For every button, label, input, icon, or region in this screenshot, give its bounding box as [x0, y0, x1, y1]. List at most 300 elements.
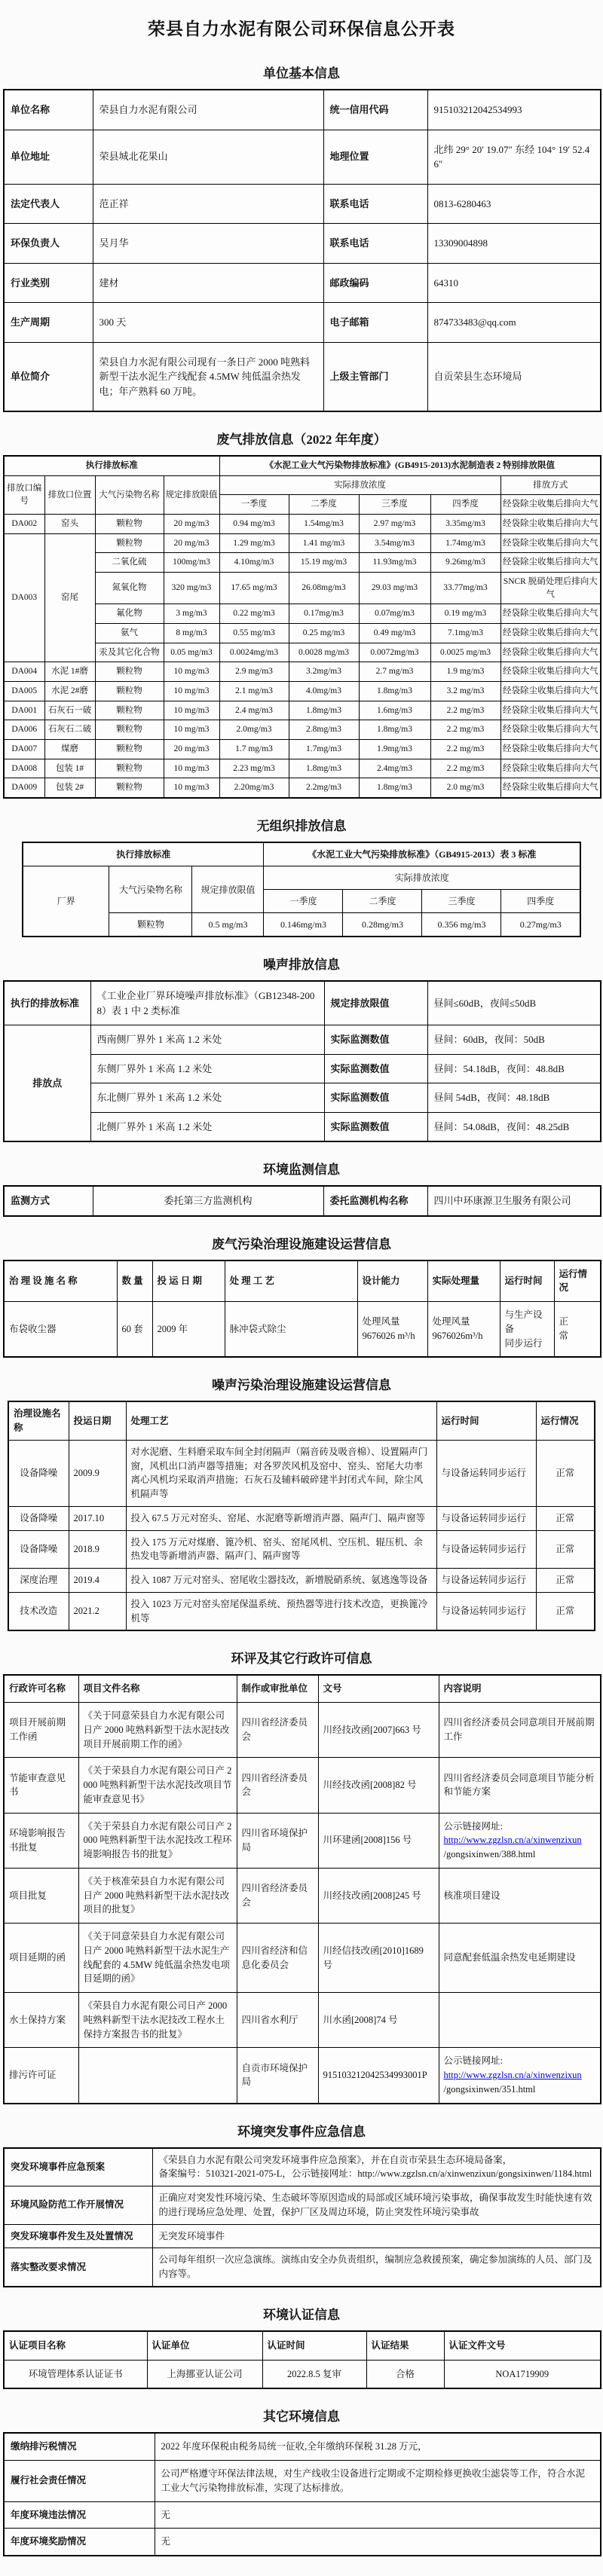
value-cell: 33.77mg/m3: [430, 573, 500, 604]
value-cell: 经袋除尘收集后排向大气: [500, 495, 601, 515]
value-cell: 昼间：54.08dB，夜间：48.25dB: [427, 1112, 601, 1141]
value-cell: 四川省环境保护局: [237, 1813, 318, 1868]
value-cell: 经袋除尘收集后排向大气: [500, 624, 601, 643]
value-cell: 64310: [427, 263, 601, 303]
value-cell: 8 mg/m3: [164, 624, 219, 643]
value-cell: 26.08mg/m3: [289, 573, 359, 604]
value-cell: 《荣县自力水泥有限公司日产 2000 吨熟料新型干法水泥技改工程水土保持方案报告书的批复》: [78, 1993, 237, 2048]
value-cell: 2.97 mg/m3: [359, 515, 430, 534]
value-cell: 20 mg/m3: [164, 533, 219, 553]
value-cell: 荣县自力水泥有限公司现有一条日产 2000 吨熟料新型干法水泥生产线配套 4.5MW 纯低温余热发电；年产熟料 60 万吨。: [93, 342, 323, 411]
value-cell: 颗粒物: [95, 533, 164, 553]
value-cell: 汞及其它化合物: [95, 643, 164, 662]
value-cell: 自贡荣县生态环境局: [427, 342, 601, 411]
value-cell: 川经信技改函[2010]1689 号: [318, 1924, 439, 1993]
label-cell: 项目文件名称: [78, 1675, 237, 1702]
public-link-url[interactable]: http://www.zgzlsn.cn/a/xinwenzixun: [443, 2070, 582, 2081]
value-cell: 三季度: [422, 890, 501, 913]
value-cell: 大气污染物名称: [109, 866, 192, 913]
label-cell: 执行排放标准: [23, 842, 264, 866]
value-cell: DA001: [4, 701, 44, 720]
label-cell: 生产周期: [4, 303, 93, 343]
table-row: [4, 1703, 601, 1758]
value-cell: 颗粒物: [95, 720, 164, 740]
value-cell: 环境管理体系认证证书: [4, 2360, 147, 2388]
value-cell: 15.19 mg/m3: [289, 553, 359, 573]
value-cell: 《关于荣县自力水泥有限公司日产 2000 吨熟料新型干法水泥技改项目节能审查意见书》: [78, 1758, 237, 1813]
label-cell: 实际监测数值: [324, 1025, 427, 1055]
value-cell: 投入 175 万元对煤磨、篦冷机、窑头、窑尾风机、空压机、辊压机、余热发电等新增消声器、隔声门、隔声窗等: [126, 1530, 436, 1569]
value-cell: 《关于荣县自力水泥有限公司日产 2000 吨熟料新型干法水泥技改工程环境影响报告书的批复》: [78, 1813, 237, 1868]
certification-table: [3, 2330, 601, 2390]
label-cell: 投运日期: [69, 1401, 126, 1440]
monitoring-table: [3, 1185, 601, 1217]
value-cell: 四川省经济委员会: [237, 1868, 318, 1923]
value-cell: 经袋除尘收集后排向大气: [500, 643, 601, 662]
label-cell: 环保负责人: [4, 224, 93, 264]
value-cell: 1.8mg/m3: [359, 682, 430, 701]
value-cell: 昼间：60dB，夜间：50dB: [427, 1025, 601, 1055]
value-cell: 1.8mg/m3: [289, 701, 359, 720]
value-cell: 经袋除尘收集后排向大气: [500, 720, 601, 740]
value-cell: 0.146mg/m3: [264, 913, 343, 937]
label-cell: 缴纳排污税情况: [4, 2433, 155, 2460]
value-cell: 水泥 2#磨: [44, 682, 95, 701]
value-cell: 正常: [536, 1569, 595, 1593]
value-cell: 0.0072mg/m3: [359, 643, 430, 662]
value-cell: 经袋除尘收集后排向大气: [500, 778, 601, 798]
value-cell: 公司每年组织一次应急演练。演练由安全办负责组织，编制应急救援预案，确定参加演练的人员、部门及内容等。: [152, 2248, 601, 2287]
table-row: [4, 2360, 601, 2388]
value-cell: 1.7 mg/m3: [219, 740, 289, 759]
value-cell: 3.54mg/m3: [359, 533, 430, 553]
emergency-info-table: [3, 2147, 601, 2287]
value-cell: 厂界: [23, 866, 109, 937]
value-cell: 川经技改函[2007]663 号: [318, 1703, 439, 1758]
table-row: [4, 263, 601, 303]
cell-line: 正: [559, 1316, 569, 1328]
table-row: [4, 2186, 601, 2225]
value-cell: 四川省经济和信息化委员会: [237, 1924, 318, 1993]
cell-line: 常: [559, 1331, 569, 1342]
table-row: [8, 1569, 595, 1593]
value-cell: 0.94 mg/m3: [219, 515, 289, 534]
table-row: [4, 1924, 601, 1993]
value-cell: 0.19 mg/m3: [430, 604, 500, 624]
label-cell: 上级主管部门: [323, 342, 427, 411]
table-row: [4, 1868, 601, 1923]
section-title-permits: 环评及其它行政许可信息: [231, 1652, 372, 1667]
label-cell: 《水泥工业大气污染排放标准》（GB4915-2013）表 3 标准: [264, 842, 580, 866]
value-cell: 2.0 mg/m3: [430, 778, 500, 798]
value-cell: 《关于同意荣县自力水泥有限公司日产 2000 吨熟料新型干法水泥生产线配套的 4.5MW 纯低温余热发电项目延期的函》: [78, 1924, 237, 1993]
label-cell: 数 量: [117, 1260, 152, 1302]
value-cell: 4.10mg/m3: [219, 553, 289, 573]
value-cell: 四季度: [430, 495, 500, 515]
value-cell: 节能审查意见书: [4, 1758, 78, 1813]
value-cell: 脉冲袋式除尘: [225, 1302, 357, 1358]
value-cell: DA007: [4, 740, 44, 759]
value-cell: 2022 年度环保税由税务局统一征收,全年缴纳环保税 31.28 万元，: [155, 2433, 601, 2460]
table-row: [4, 2248, 601, 2287]
value-cell: 29.03 mg/m3: [359, 573, 430, 604]
table-row: [4, 1054, 601, 1083]
value-cell: 10 mg/m3: [164, 662, 219, 682]
value-cell: 正确应对突发性环境污染、生态破坏等原因造成的局部或区域环境污染事故，确保事故发生时能快速有效的进行现场应急处理、处置，保护厂区及周边环境，防止突发性环境污染事故: [152, 2186, 601, 2225]
label-cell: 运行情况: [554, 1260, 601, 1302]
value-cell: 川经技改函[2008]245 号: [318, 1868, 439, 1923]
value-cell: 煤磨: [44, 740, 95, 759]
label-cell: 实际监测数值: [324, 1083, 427, 1113]
value-cell: 四川省经济委员会: [237, 1758, 318, 1813]
value-cell: DA005: [4, 682, 44, 701]
value-cell: 1.8mg/m3: [289, 759, 359, 778]
value-cell: 经袋除尘收集后排向大气: [500, 533, 601, 553]
value-cell: 1.9 mg/m3: [430, 662, 500, 682]
table-row: [4, 981, 601, 1025]
value-cell: 2009 年: [152, 1302, 225, 1358]
waste-gas-emission-table: [3, 455, 601, 799]
value-cell: 100mg/m3: [164, 553, 219, 573]
value-cell: 2.1 mg/m3: [219, 682, 289, 701]
value-cell: 公司严格遵守环保法律法规，对生产线收尘设备进行定期或不定期检修更换收尘滤袋等工作，符合水泥工业大气污染物排放标准，实现了达标排放。: [155, 2461, 601, 2502]
value-cell: 经袋除尘收集后排向大气: [500, 662, 601, 682]
value-cell: 二氧化硫: [95, 553, 164, 573]
value-cell: 《工业企业厂界环境噪声排放标准》（GB12348-2008）表 1 中 2 类标准: [90, 981, 324, 1025]
value-cell: DA009: [4, 778, 44, 798]
table-row: [4, 224, 601, 264]
table-row: [4, 2148, 601, 2186]
label-cell: 法定代表人: [4, 184, 93, 224]
table-row: [4, 533, 601, 553]
value-cell: 1.29 mg/m3: [219, 533, 289, 553]
value-cell: 实际排放浓度: [219, 475, 500, 495]
value-cell: 0.5 mg/m3: [192, 913, 264, 937]
value-cell: 0.0024mg/m3: [219, 643, 289, 662]
value-cell: 10 mg/m3: [164, 778, 219, 798]
table-row: [4, 1260, 601, 1302]
label-cell: 运行情况: [536, 1401, 595, 1440]
value-cell: 915103212042534993: [427, 90, 601, 130]
table-row: [4, 475, 601, 495]
value-cell: 包装 2#: [44, 778, 95, 798]
value-cell: 无突发环境事件: [152, 2224, 601, 2248]
value-cell: 300 天: [93, 303, 323, 343]
value-cell: 10 mg/m3: [164, 682, 219, 701]
value-cell: 四季度: [501, 890, 580, 913]
value-cell: 川经技改函[2008]82 号: [318, 1758, 439, 1813]
value-cell: 1.8mg/m3: [359, 778, 430, 798]
value-cell: [439, 2048, 601, 2104]
label-cell: 治 理 设 施 名 称: [4, 1260, 117, 1302]
label-cell: 地理位置: [323, 130, 427, 184]
unorganized-emission-table: [22, 842, 581, 937]
label-cell: 认证项目名称: [4, 2331, 147, 2360]
label-cell: 联系电话: [323, 224, 427, 264]
label-cell: 认证结果: [366, 2331, 444, 2360]
value-cell: 四川省经济委员会同意项目开展前期工作: [439, 1703, 601, 1758]
table-row: [4, 2331, 601, 2360]
table-row: [4, 1302, 601, 1358]
label-cell: 行政许可名称: [4, 1675, 78, 1702]
label-cell: 落实整改要求情况: [4, 2248, 152, 2287]
label-cell: 履行社会责任情况: [4, 2461, 155, 2502]
cell-line: 9676026m³/h: [432, 1331, 483, 1342]
value-cell: SNCR 脱硝处理后排向大气: [500, 573, 601, 604]
value-cell: 正常: [536, 1530, 595, 1569]
value-cell: 2022.8.5 复审: [262, 2360, 366, 2388]
value-cell: 水土保持方案: [4, 1993, 78, 2048]
section-title-other: 其它环境信息: [263, 2409, 340, 2425]
value-cell: 0.25 mg/m3: [289, 624, 359, 643]
value-cell: 氮氧化物: [95, 573, 164, 604]
value-cell: 2017.10: [69, 1506, 126, 1530]
value-cell: 东侧厂界外 1 米高 1.2 米处: [90, 1054, 324, 1083]
value-cell: DA008: [4, 759, 44, 778]
cell-line: 处理风量: [432, 1316, 470, 1328]
value-cell: [357, 1302, 427, 1358]
value-cell: 0.0025 mg/m3: [430, 643, 500, 662]
value-cell: 颗粒物: [95, 778, 164, 798]
value-cell: 2.2 mg/m3: [430, 720, 500, 740]
value-cell: 经袋除尘收集后排向大气: [500, 553, 601, 573]
value-cell: 窑头: [44, 515, 95, 534]
section-title-monitoring: 环境监测信息: [263, 1163, 340, 1178]
table-row: [4, 1675, 601, 1702]
basic-info-table: [3, 89, 601, 412]
value-cell: 设备降噪: [8, 1506, 69, 1530]
table-row: [8, 1530, 595, 1569]
value-cell: 荣县城北花果山: [93, 130, 323, 184]
label-cell: 邮政编码: [323, 263, 427, 303]
value-cell: 10 mg/m3: [164, 701, 219, 720]
value-cell: 1.7mg/m3: [289, 740, 359, 759]
value-cell: [152, 2148, 601, 2186]
label-cell: 联系电话: [323, 184, 427, 224]
label-cell: 突发环境事件发生及处置情况: [4, 2224, 152, 2248]
label-cell: 实际监测数值: [324, 1112, 427, 1141]
value-cell: 0813-6280463: [427, 184, 601, 224]
value-cell: 与设备运转同步运行: [436, 1530, 536, 1569]
value-cell: 石灰石二破: [44, 720, 95, 740]
value-cell: 2.2 mg/m3: [430, 701, 500, 720]
value-cell: 60 套: [117, 1302, 152, 1358]
label-cell: 认证时间: [262, 2331, 366, 2360]
value-cell: 1.8mg/m3: [359, 720, 430, 740]
value-cell: 经袋除尘收集后排向大气: [500, 759, 601, 778]
label-cell: 执行排放标准: [4, 456, 219, 475]
label-cell: 电子邮箱: [323, 303, 427, 343]
cell-line: 同步运行: [504, 1337, 543, 1349]
value-cell: 3.35mg/m3: [430, 515, 500, 534]
value-cell: 颗粒物: [95, 515, 164, 534]
section-title-emergency: 环境突发事件应急信息: [237, 2124, 366, 2139]
value-cell: 四川中环康源卫生服务有限公司: [427, 1186, 601, 1216]
label-cell: 实际处理量: [427, 1260, 500, 1302]
value-cell: 0.0028 mg/m3: [289, 643, 359, 662]
table-row: [4, 1993, 601, 2048]
value-cell: 项目开展前期工作函: [4, 1703, 78, 1758]
label-cell: 文号: [318, 1675, 439, 1702]
value-cell: 0.356 mg/m3: [422, 913, 501, 937]
value-cell: [78, 2048, 237, 2104]
label-cell: 年度环境奖励情况: [4, 2529, 155, 2556]
cell-line: 公示链接网址:: [443, 1820, 503, 1832]
value-cell: 一季度: [219, 495, 289, 515]
table-row: [4, 740, 601, 759]
table-row: [4, 1025, 601, 1055]
value-cell: 1.41 mg/m3: [289, 533, 359, 553]
value-cell: 与设备运转同步运行: [436, 1506, 536, 1530]
label-cell: 突发环境事件应急预案: [4, 2148, 152, 2186]
value-cell: 石灰石一破: [44, 701, 95, 720]
value-cell: 上海挪亚认证公司: [147, 2360, 262, 2388]
table-row: [4, 682, 601, 701]
value-cell: 投入 1023 万元对窑头窑尾保温系统、预热器等进行技术改造，更换篦冷机等: [126, 1592, 436, 1630]
label-cell: 单位地址: [4, 130, 93, 184]
value-cell: 颗粒物: [109, 913, 192, 937]
table-row: [4, 515, 601, 534]
value-cell: 合格: [366, 2360, 444, 2388]
value-cell: 3.2mg/m3: [289, 662, 359, 682]
value-cell: 经袋除尘收集后排向大气: [500, 701, 601, 720]
table-row: [4, 1112, 601, 1141]
section-title-waste-gas: 废气排放信息（2022 年年度）: [216, 432, 387, 447]
value-cell: 《关于核准荣县自力水泥有限公司日产 2000 吨熟料新型干法水泥技改项目的批复》: [78, 1868, 237, 1923]
table-row: [4, 1083, 601, 1113]
cell-line: 与生产设备: [504, 1309, 543, 1334]
value-cell: 川水函[2008]74 号: [318, 1993, 439, 2048]
value-cell: 二季度: [343, 890, 422, 913]
value-cell: 东北侧厂界外 1 米高 1.2 米处: [90, 1083, 324, 1113]
table-row: [4, 2529, 601, 2556]
value-cell: 无: [155, 2529, 601, 2556]
value-cell: 1.6mg/m3: [359, 701, 430, 720]
table-row: [23, 866, 580, 890]
value-cell: 正常: [536, 1506, 595, 1530]
value-cell: 三季度: [359, 495, 430, 515]
value-cell: 2.2 mg/m3: [430, 759, 500, 778]
value-cell: 技术改造: [8, 1592, 69, 1630]
value-cell: 2.2mg/m3: [289, 778, 359, 798]
value-cell: 昼间 54dB，夜间：48.18dB: [427, 1083, 601, 1113]
value-cell: 与设备运转同步运行: [436, 1440, 536, 1506]
value-cell: 0.22 mg/m3: [219, 604, 289, 624]
cell-line: /gongsixinwen/351.html: [443, 2083, 536, 2095]
value-cell: 委托第三方监测机构: [93, 1186, 323, 1216]
value-cell: 13309004898: [427, 224, 601, 264]
value-cell: 2.2 mg/m3: [430, 740, 500, 759]
label-cell: 实际监测数值: [324, 1054, 427, 1083]
label-cell: 监测方式: [4, 1186, 93, 1216]
value-cell: 四川省经济委员会: [237, 1703, 318, 1758]
value-cell: 范正祥: [93, 184, 323, 224]
value-cell: 经袋除尘收集后排向大气: [500, 604, 601, 624]
label-cell: 《水泥工业大气污染物排放标准》(GB4915-2013)水泥制造表 2 特别排放限值: [219, 456, 601, 475]
label-cell: 处 理 工 艺: [225, 1260, 357, 1302]
table-row: [23, 842, 580, 866]
table-row: [4, 1813, 601, 1868]
value-cell: 无: [155, 2501, 601, 2529]
value-cell: 颗粒物: [95, 701, 164, 720]
value-cell: 水泥 1#磨: [44, 662, 95, 682]
label-cell: 行业类别: [4, 263, 93, 303]
label-cell: 认证单位: [147, 2331, 262, 2360]
public-link-url[interactable]: http://www.zgzlsn.cn/a/xinwenzixun: [443, 1835, 582, 1846]
value-cell: 布袋收尘器: [4, 1302, 117, 1358]
value-cell: 核准项目建设: [439, 1868, 601, 1923]
value-cell: 项目延期的函: [4, 1924, 78, 1993]
value-cell: [427, 1302, 500, 1358]
table-row: [4, 720, 601, 740]
label-cell: 单位简介: [4, 342, 93, 411]
value-cell: 1.54mg/m3: [289, 515, 359, 534]
value-cell: [500, 1302, 554, 1358]
table-row: [4, 2433, 601, 2460]
table-row: [4, 1758, 601, 1813]
value-cell: 2.8mg/m3: [289, 720, 359, 740]
value-cell: 0.17mg/m3: [289, 604, 359, 624]
value-cell: 0.28mg/m3: [343, 913, 422, 937]
value-cell: 一季度: [264, 890, 343, 913]
table-row: [4, 1186, 601, 1216]
value-cell: 项目批复: [4, 1868, 78, 1923]
table-row: [4, 184, 601, 224]
value-cell: [439, 1813, 601, 1868]
cell-line: /gongsixinwen/388.html: [443, 1849, 536, 1860]
cell-line: 处理风量: [362, 1316, 400, 1328]
value-cell: DA003: [4, 533, 44, 662]
value-cell: DA002: [4, 515, 44, 534]
page-title: 荣县自力水泥有限公司环保信息公开表: [148, 20, 455, 38]
value-cell: 排放方式: [500, 475, 601, 495]
noise-treatment-facility-table: [8, 1401, 595, 1631]
table-row: [4, 662, 601, 682]
value-cell: 排污许可证: [4, 2048, 78, 2104]
table-row: [4, 456, 601, 475]
gas-treatment-facility-table: [3, 1260, 601, 1358]
value-cell: 874733483@qq.com: [427, 303, 601, 343]
value-cell: [439, 1993, 601, 2048]
value-cell: 10 mg/m3: [164, 720, 219, 740]
value-cell: 经袋除尘收集后排向大气: [500, 740, 601, 759]
table-row: [4, 759, 601, 778]
value-cell: 320 mg/m3: [164, 573, 219, 604]
table-row: [8, 1506, 595, 1530]
value-cell: 3.2 mg/m3: [430, 682, 500, 701]
value-cell: 对水泥磨、生料磨采取车间全封闭隔声（隔音砖及吸音棉）、设置隔声门窗，风机出口消声器等措施；对各罗茨风机及窑中、窑头、窑尾大功率离心风机均采取消声措施；石灰石及辅料破碎建半封闭式车间，除尘风机隔声等: [126, 1440, 436, 1506]
table-row: [8, 1401, 595, 1440]
table-row: [4, 2501, 601, 2529]
cell-line: 公示链接网址:: [443, 2055, 503, 2067]
value-cell: 投入 67.5 万元对窑头、窑尾、水泥磨等新增消声器、隔声门、隔声窗等: [126, 1506, 436, 1530]
value-cell: 深度治理: [8, 1569, 69, 1593]
label-cell: 处理工艺: [126, 1401, 436, 1440]
value-cell: 2.23 mg/m3: [219, 759, 289, 778]
noise-emission-table: [3, 980, 601, 1142]
value-cell: 北侧厂界外 1 米高 1.2 米处: [90, 1112, 324, 1141]
label-cell: 运行时间: [500, 1260, 554, 1302]
value-cell: 氟化物: [95, 604, 164, 624]
value-cell: 设备降噪: [8, 1530, 69, 1569]
value-cell: 二季度: [289, 495, 359, 515]
table-row: [8, 1592, 595, 1630]
cell-line: 备案编号：510321-2021-075-L，公示链接网址：http://www.zgzlsn.cn/a/xinwenzixun/gongsixinwen/1184.html: [158, 2168, 592, 2180]
label-cell: 内容说明: [439, 1675, 601, 1702]
table-row: [4, 342, 601, 411]
value-cell: 颗粒物: [95, 759, 164, 778]
value-cell: 颗粒物: [95, 662, 164, 682]
